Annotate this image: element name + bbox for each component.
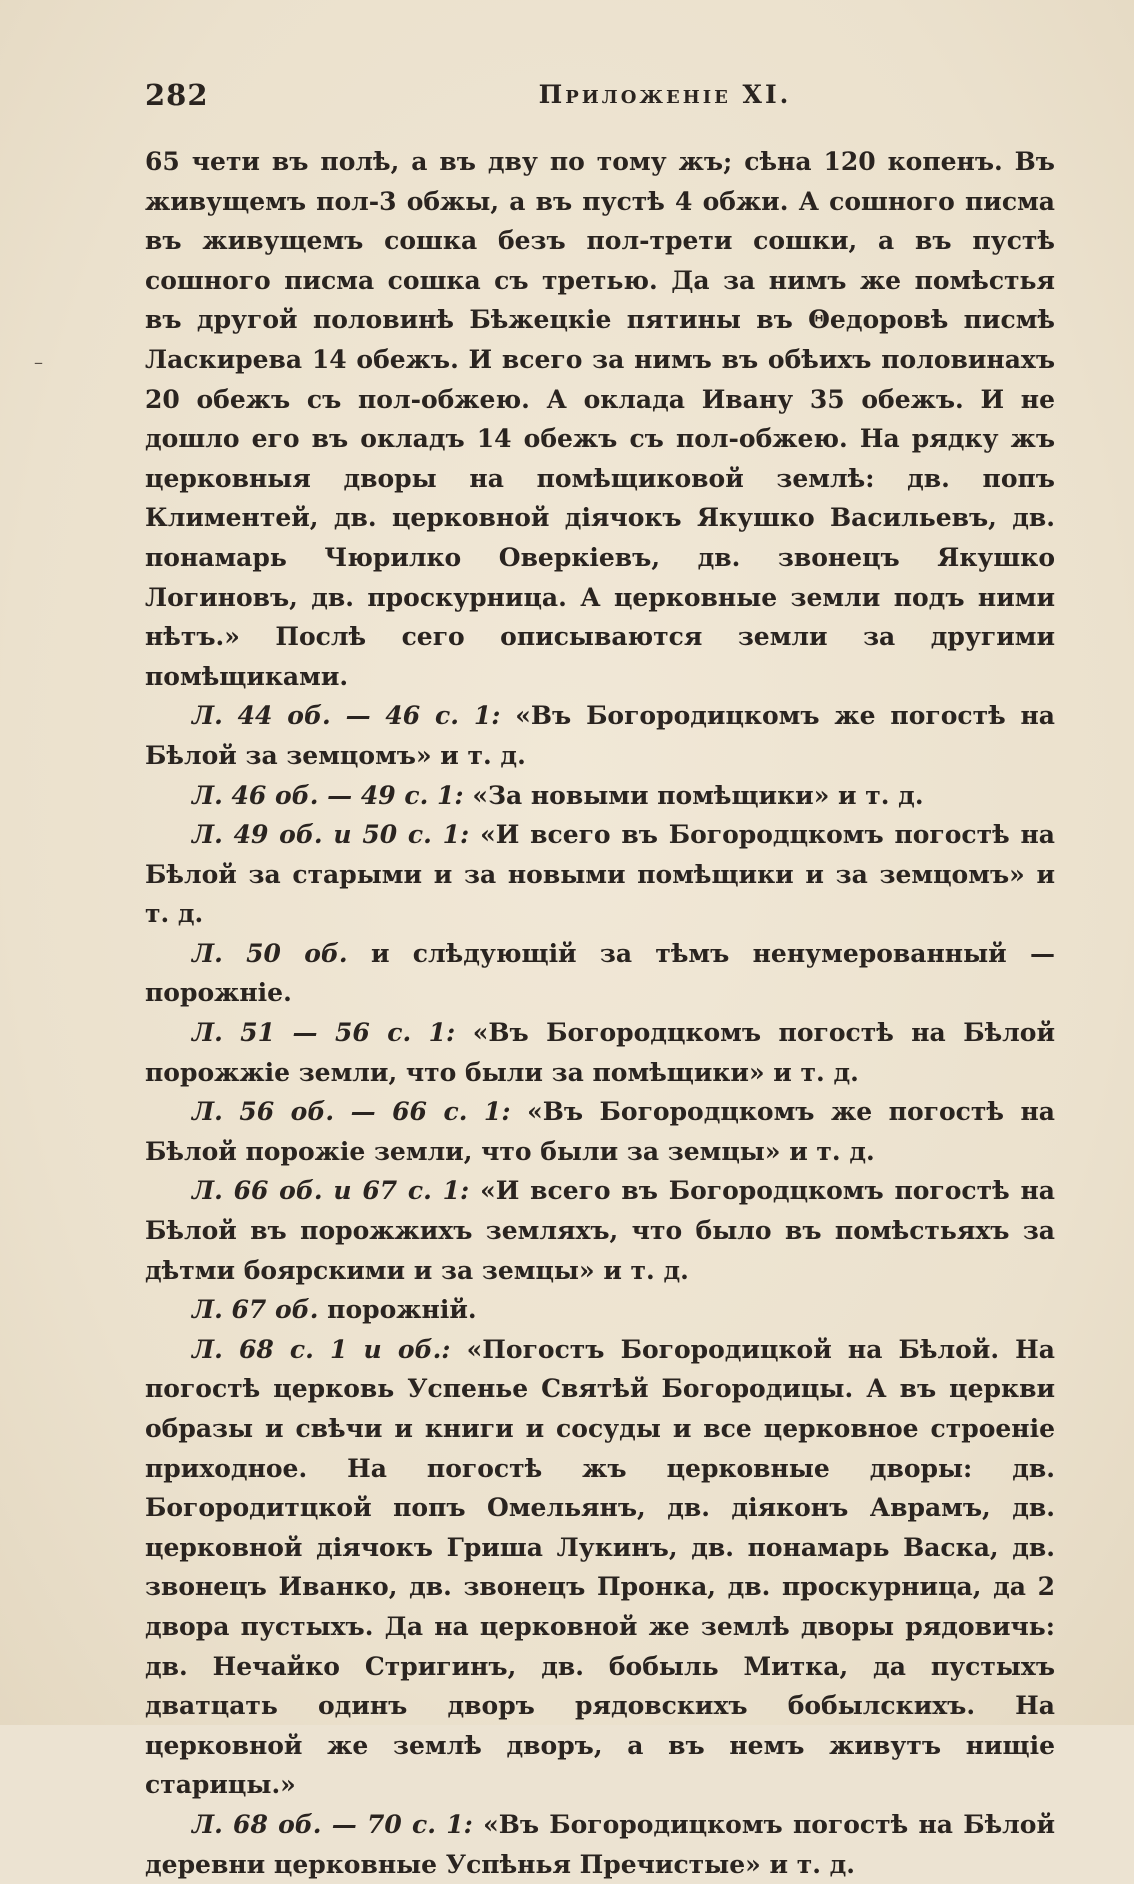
paragraph-5 [145, 934, 1055, 1013]
folio-ref: Л. 68 об. — 70 с. 1: [192, 1809, 473, 1839]
folio-ref: Л. 56 об. — 66 с. 1: [192, 1097, 511, 1127]
paragraph-4 [145, 815, 1055, 934]
paragraph-text: «Въ Богородицкомъ погостѣ на Бѣлой деревни церковные Успѣнья Пречистые» и т. д. [145, 1809, 1055, 1879]
paragraph-6 [145, 1013, 1055, 1092]
paragraph-8 [145, 1171, 1055, 1290]
folio-ref: Л. 44 об. — 46 с. 1: [192, 701, 501, 731]
paragraph-text: и слѣдующiй за тѣмъ ненумерованный — порожнiе. [145, 938, 1055, 1008]
paragraph-1 [145, 142, 1055, 696]
folio-ref: Л. 66 об. и 67 с. 1: [192, 1176, 470, 1206]
paragraph-2 [145, 696, 1055, 775]
body-text [145, 142, 1055, 1884]
paragraph-text: «И всего въ Богородцкомъ погостѣ на Бѣлой въ порожжихъ земляхъ, что было въ помѣстьяхъ за дѣтми боярскими и за земцы» и т. д. [145, 1176, 1055, 1285]
folio-ref: Л. 51 — 56 с. 1: [192, 1018, 456, 1048]
page-number: 282 [145, 78, 209, 112]
page-header [145, 78, 1055, 118]
paragraph-3 [145, 776, 1055, 816]
paragraph-text: «Въ Богородицкомъ же погостѣ на Бѣлой за земцомъ» и т. д. [145, 701, 1055, 770]
paragraph-9 [145, 1290, 1055, 1330]
margin-mark: – [34, 352, 43, 373]
running-title: Приложеніе XI. [538, 80, 792, 109]
paragraph-7 [145, 1092, 1055, 1171]
folio-ref: Л. 46 об. — 49 с. 1: [192, 780, 464, 810]
paragraph-text: «Въ Богородцкомъ погостѣ на Бѣлой порожжiе земли, что были за помѣщики» и т. д. [145, 1018, 1055, 1087]
paragraph-text: «Въ Богородцкомъ же погостѣ на Бѣлой порожiе земли, что были за земцы» и т. д. [145, 1097, 1055, 1166]
paragraph-10 [145, 1330, 1055, 1805]
folio-ref: Л. 68 с. 1 и об.: [192, 1334, 451, 1364]
paragraph-text: «Погостъ Богородицкой на Бѣлой. На погостѣ церковь Успенье Святѣй Богородицы. А въ церкви образы и свѣчи и книги и сосуды и все церковное строенiе приходное. На погостѣ жъ церковные дворы: дв. Богородитцкой попъ Омельянъ, дв. дiяконъ Аврамъ, дв. церковной дiячокъ Гриша Лукинъ, дв. понамарь Васка, дв. звонецъ Иванко, дв. звонецъ Пронка, дв. проскурница, да 2 двора пустыхъ. Да на церковной же землѣ дворы рядовичь: дв. Нечайко Стригинъ, дв. бобыль Митка, да пустыхъ дватцать одинъ дворъ рядовскихъ бобылскихъ. На церковной же землѣ дворъ, а въ немъ живутъ нищiе старицы.» [145, 1334, 1055, 1800]
paragraph-11 [145, 1805, 1055, 1884]
folio-ref: Л. 49 об. и 50 с. 1: [192, 820, 470, 850]
folio-ref: Л. 50 об. [192, 938, 348, 968]
paragraph-text: порожнiй. [318, 1295, 477, 1325]
folio-ref: Л. 67 об. [192, 1295, 319, 1325]
paragraph-text: «За новыми помѣщики» и т. д. [463, 780, 924, 810]
paragraph-text: «И всего въ Богородцкомъ погостѣ на Бѣлой за старыми и за новыми помѣщики и за земцомъ» и т. д. [145, 820, 1055, 929]
paragraph-text: 65 чети въ полѣ, а въ дву по тому жъ; сѣна 120 копенъ. Въ живущемъ пол-3 обжы, а въ пустѣ 4 обжи. А сошного писма въ живущемъ сошка безъ пол-трети сошки, а въ пустѣ сошного писма сошка съ третью. Да за нимъ же помѣстья въ другой половинѣ Бѣжецкiе пятины въ Θедоровѣ писмѣ Ласкирева 14 обежъ. И всего за нимъ въ обѣихъ половинахъ 20 обежъ съ пол-обжею. А оклада Ивану 35 обежъ. И не дошло его въ окладъ 14 обежъ съ пол-обжею. На рядку жъ церковныя дворы на помѣщиковой землѣ: дв. попъ Климентей, дв. церковной дiячокъ Якушко Васильевъ, дв. понамарь Чюрилко Оверкiевъ, дв. звонецъ Якушко Логиновъ, дв. проскурница. А церковные земли подъ ними нѣтъ.» Послѣ сего описываются земли за другими помѣщиками. [145, 147, 1055, 691]
